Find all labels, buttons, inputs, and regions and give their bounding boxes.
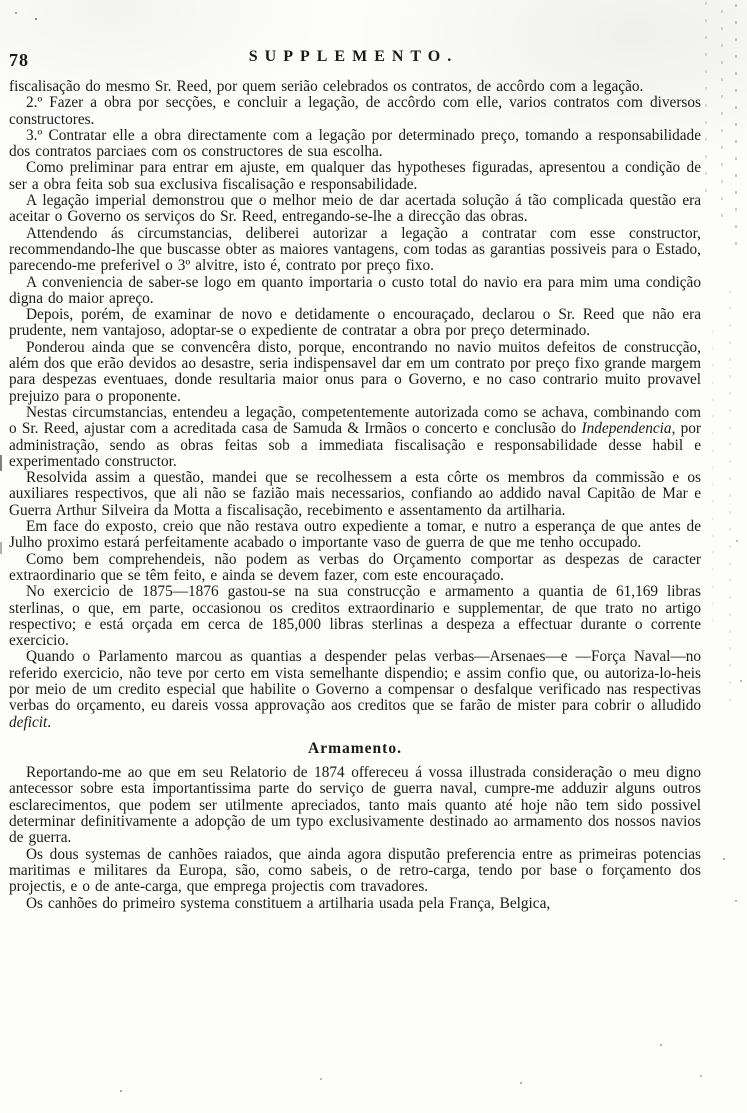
paragraph: Reportando-me ao que em seu Relatorio de 1874 offereceu á vossa illustrada consideração o meu digno antecessor sobre esta importantissima parte do serviço de guerra naval, cumpre-me adduzir alguns outros esclarecimentos, que podem ser utilmente apreciados, tanto mais quanto até hoje não tem sido possivel determinar definitivamente a adopção de um typo exclusivamente destinado ao armamento dos nossos navios de guerra.	[9, 764, 701, 847]
paragraph: Nestas circumstancias, entendeu a legação, competentemente autorizada como se achava, combinando com o Sr. Reed, ajustar com a acreditada casa de Samuda & Irmãos o concerto e conclusão do Independencia, por administração, sendo as obras feitas sob a immediata fiscalisação e responsabilidade desse habil e experimentado constructor.	[9, 403, 701, 470]
paragraph: Como bem comprehendeis, não podem as verbas do Orçamento comportar as despezas de caracter extraordinario que se têm feito, e ainda se devem fazer, com este encouraçado.	[9, 550, 701, 584]
paragraph: Em face do exposto, creio que não restava outro expediente a tomar, e nutro a esperança de que antes de Julho proximo estará perfeitamente acabado o importante vaso de guerra de que me tenho occupado.	[9, 518, 701, 552]
paragraph: fiscalisação do mesmo Sr. Reed, por quem serião celebrados os contratos, de accôrdo com a legação.	[9, 78, 644, 95]
paragraph: Resolvida assim a questão, mandei que se recolhessem a esta côrte os membros da commissão e os auxiliares respectivos, que ali não se fazião mais necessarios, confiando ao addido naval Capitão de Mar e Guerra Arthur Silveira da Motta a fiscalisação, recebimento e assentamento da artilharia.	[9, 469, 701, 519]
paragraph: 2.º Fazer a obra por secções, e concluir a legação, de accôrdo com elle, varios contratos com diversos constructores.	[9, 94, 701, 128]
page-title: SUPPLEMENTO.	[248, 48, 459, 65]
page-header	[0, 0, 747, 78]
page-number: 78	[9, 50, 29, 70]
section-heading: Armamento.	[308, 739, 402, 757]
scan-noise-column	[712, 330, 714, 630]
paragraph: Ponderou ainda que se convencêra disto, porque, encontrando no navio muitos defeitos de construcção, além dos que erão devidos ao desastre, seria indispensavel dar em um contrato por preço fixo grande margem para despezas eventuaes, donde resultaria maior onus para o Governo, e no caso contrario muito provavel prejuizo para o proponente.	[9, 338, 701, 405]
scan-noise-mark	[0, 542, 2, 554]
paragraph: A conveniencia de saber-se logo em quanto importaria o custo total do navio era para mim uma condição digna do maior apreço.	[9, 273, 701, 307]
paragraph: A legação imperial demonstrou que o melhor meio de dar acertada solução á tão complicada questão era aceitar o Governo os serviços do Sr. Reed, entregando-se-lhe a direcção das obras.	[9, 192, 701, 226]
paragraph: Os dous systemas de canhões raiados, que ainda agora disputão preferencia entre as primeiras potencias maritimas e militares da Europa, são, como sabeis, o de retro-carga, tendo por base o forçamento dos projectis, e o de ante-carga, que emprega projectis com travadores.	[9, 845, 701, 896]
paragraph: Attendendo ás circumstancias, deliberei autorizar a legação a contratar com esse constructor, recommendando-lhe que buscasse obter as maiores vantagens, com todas as garantias possiveis para o Estado, parecendo-me preferivel o 3º alvitre, isto é, contrato por preço fixo.	[9, 224, 701, 275]
paragraph: Quando o Parlamento marcou as quantias a despender pelas verbas—Arsenaes—e —Força Naval—no referido exercicio, não teve por certo em vista semelhante dispendio; e assim confio que, ou autoriza-lo-heis por meio de um credito especial que habilite o Governo a compensar o desfalque verificado nas respectivas verbas do orçamento, eu dareis vossa approvação aos creditos que se farão de mister para cobrir o alludido deficit.	[9, 648, 701, 731]
paragraph: Os canhões do primeiro systema constituem a artilharia usada pela França, Belgica,	[26, 894, 551, 912]
scan-noise-column	[729, 290, 731, 710]
paragraph: 3.º Contratar elle a obra directamente com a legação por determinado preço, tomando a responsabilidade dos contratos parciaes com os constructores de sua escolha.	[9, 126, 701, 161]
scan-noise-mark	[0, 455, 2, 471]
paragraph: Depois, porém, de examinar de novo e detidamente o encouraçado, declarou o Sr. Reed que não era prudente, nem vantajoso, adoptar-se o expediente de contratar a obra por preço determinado.	[9, 306, 701, 340]
page-body	[9, 79, 701, 912]
paragraph: No exercicio de 1875—1876 gastou-se na sua construcção e armamento a quantia de 61,169 libras sterlinas, o que, em parte, occasionou os creditos extraordinario e supplementar, de que trato no artigo respectivo; e está orçada em cerca de 185,000 libras sterlinas a despeza a effectuar durante o corrente exercicio.	[9, 583, 701, 650]
paragraph: Como preliminar para entrar em ajuste, em qualquer das hypotheses figuradas, apresentou a condição de ser a obra feita sob sua exclusiva fiscalisação e responsabilidade.	[9, 159, 701, 193]
